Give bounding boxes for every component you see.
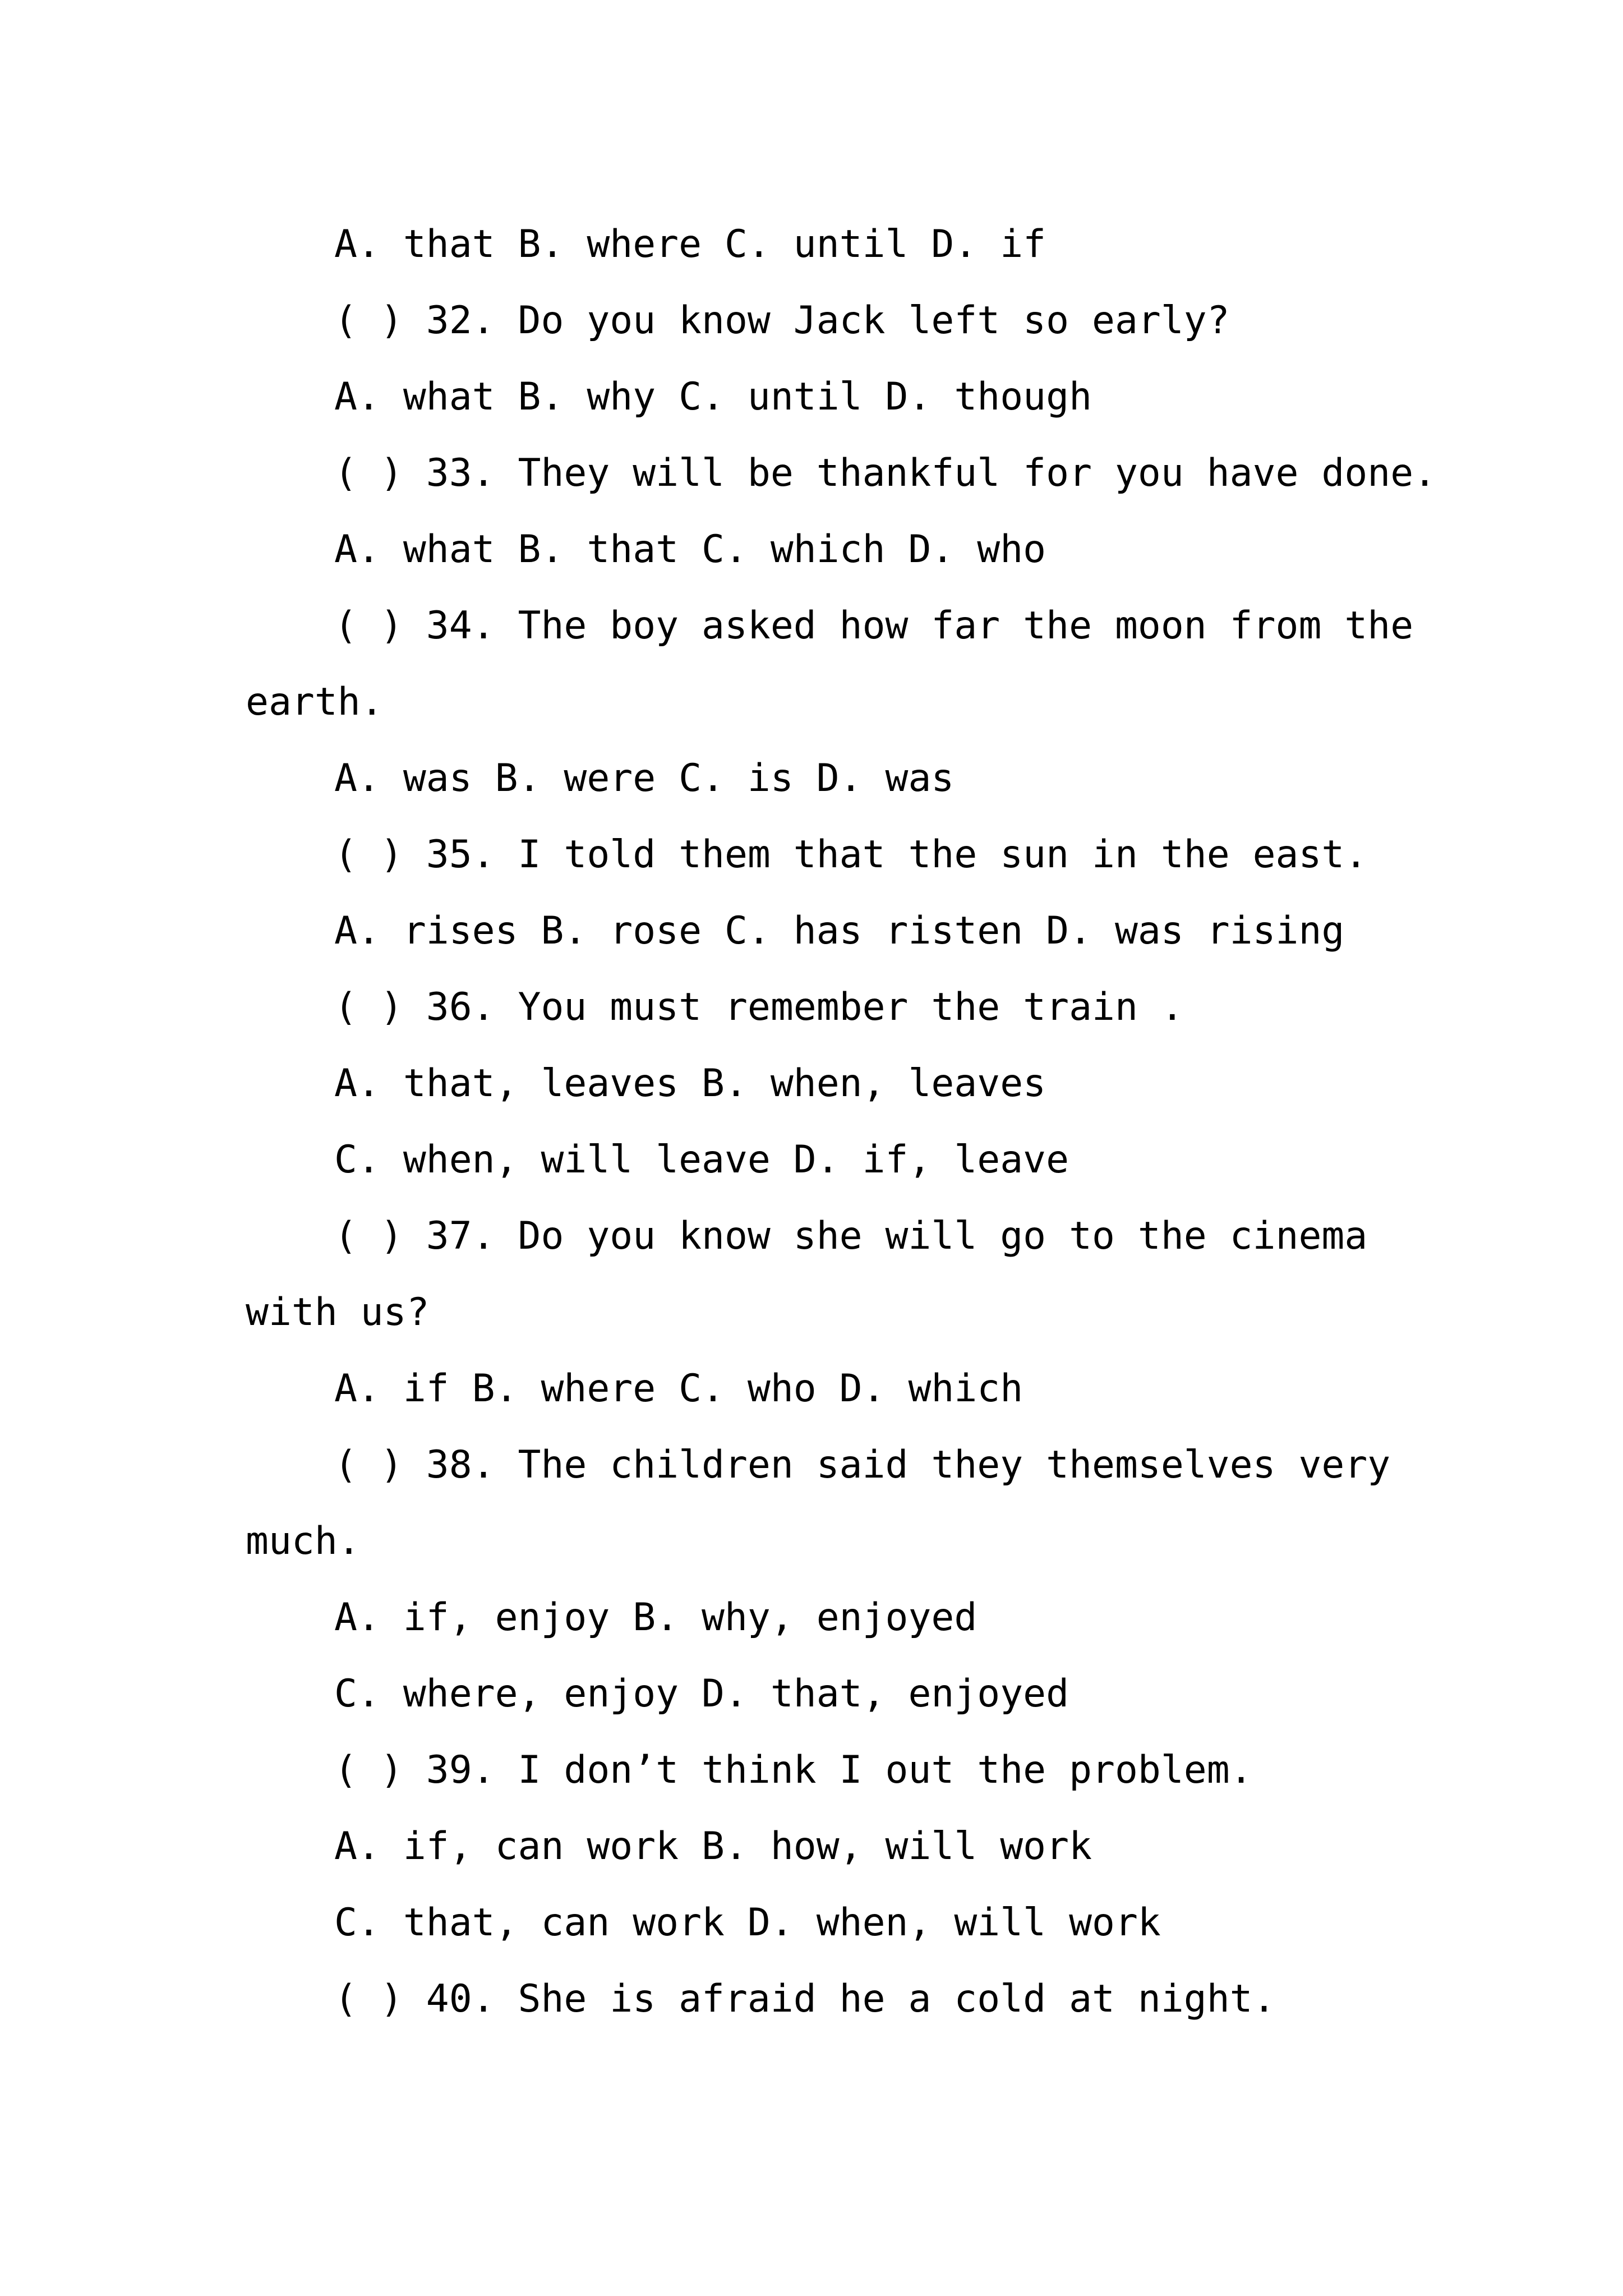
q39-stem: ( ) 39. I don’t think I out the problem. (334, 1748, 1253, 1792)
q31-options: A. that B. where C. until D. if (334, 222, 1046, 266)
q38-options-cd: C. where, enjoy D. that, enjoyed (334, 1672, 1069, 1716)
q32-stem: ( ) 32. Do you know Jack left so early? (334, 298, 1230, 343)
q35-options: A. rises B. rose C. has risten D. was rising (334, 909, 1345, 953)
q36-options-ab: A. that, leaves B. when, leaves (334, 1061, 1046, 1106)
q39-options-cd: C. that, can work D. when, will work (334, 1901, 1161, 1945)
q36-options-cd: C. when, will leave D. if, leave (334, 1138, 1069, 1182)
q34-options: A. was B. were C. is D. was (334, 756, 955, 800)
q37-stem: ( ) 37. Do you know she will go to the cinema (334, 1214, 1368, 1258)
q37-stem-continued: with us? (246, 1290, 430, 1335)
q40-stem: ( ) 40. She is afraid he a cold at night. (334, 1977, 1276, 2021)
q35-stem: ( ) 35. I told them that the sun in the east. (334, 832, 1368, 877)
q34-stem: ( ) 34. The boy asked how far the moon from the (334, 604, 1414, 648)
q34-stem-continued: earth. (246, 680, 384, 724)
q39-options-ab: A. if, can work B. how, will work (334, 1824, 1092, 1869)
q36-stem: ( ) 36. You must remember the train . (334, 985, 1184, 1029)
q33-stem: ( ) 33. They will be thankful for you have done. (334, 451, 1437, 495)
q32-options: A. what B. why C. until D. though (334, 375, 1092, 419)
q33-options: A. what B. that C. which D. who (334, 527, 1046, 572)
q38-stem-continued: much. (246, 1519, 361, 1563)
q38-stem: ( ) 38. The children said they themselves very (334, 1443, 1391, 1487)
q38-options-ab: A. if, enjoy B. why, enjoyed (334, 1595, 978, 1640)
q37-options: A. if B. where C. who D. which (334, 1366, 1023, 1411)
